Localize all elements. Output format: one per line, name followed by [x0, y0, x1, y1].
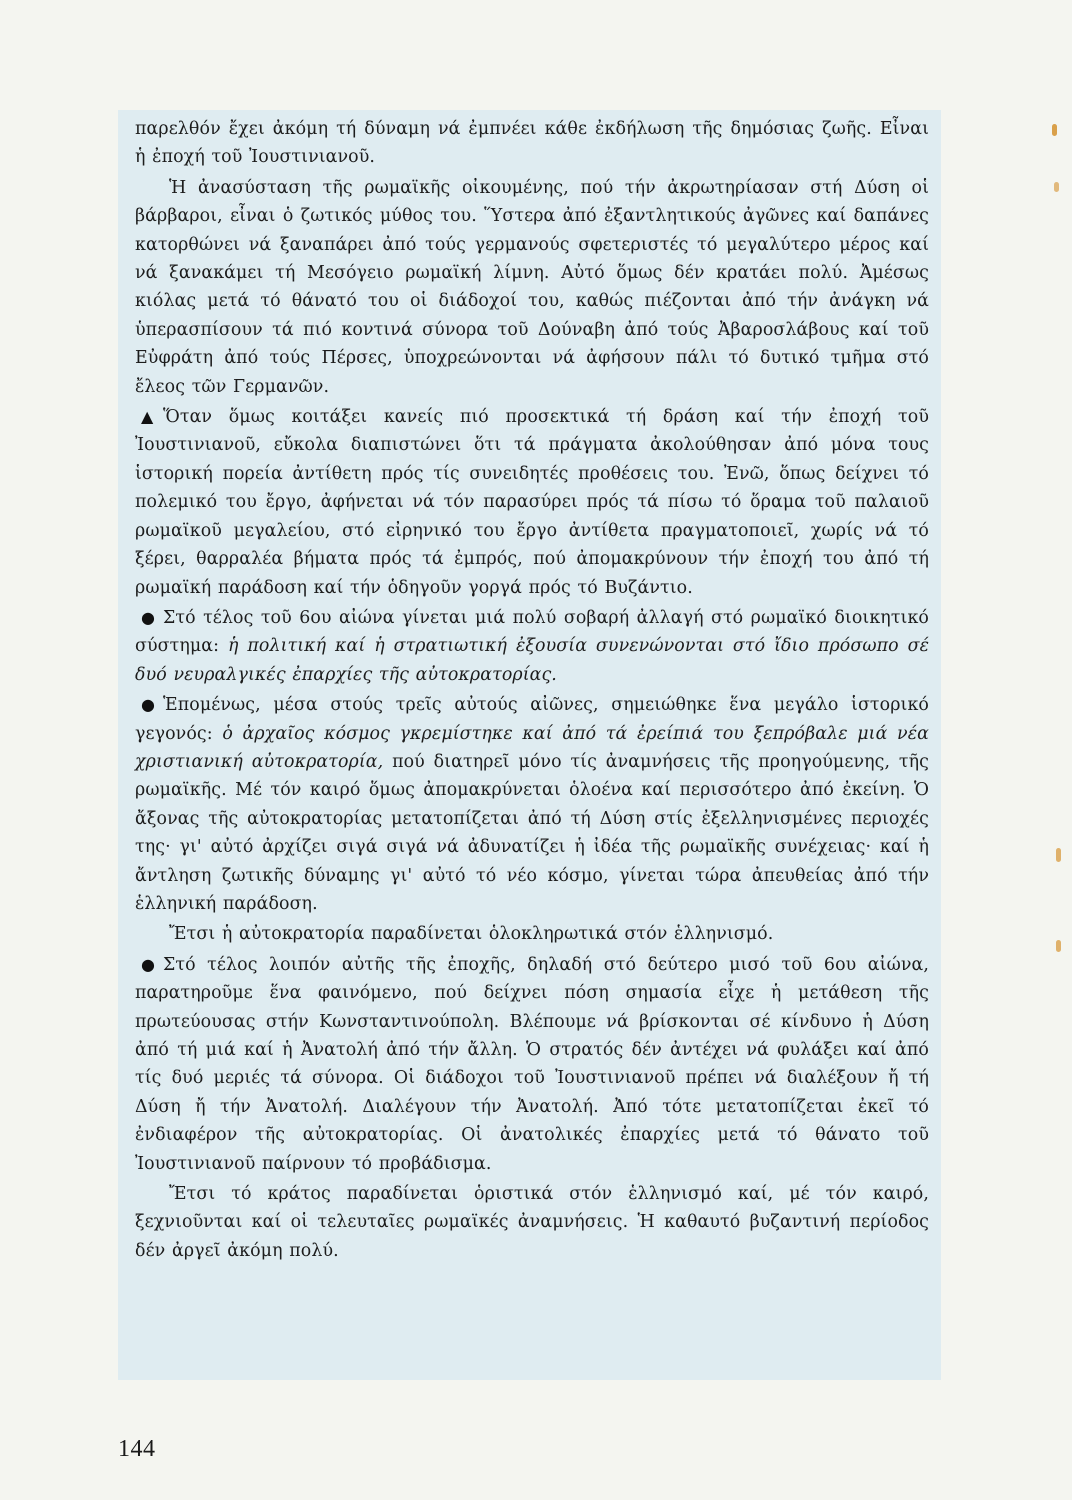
emphasis-text: ἡ πολιτική καί ἡ στρατιωτική ἐξουσία συνενώνονται στό ἴδιο πρόσωπο σέ δυό νευραλγικές ἐπαρχίες τῆς αὐτοκρατορίας. [135, 636, 929, 685]
paragraph-text: Ἑπομένως, μέσα στούς τρεῖς αὐτούς αἰῶνες, σημειώθηκε ἕνα μεγάλο ἱστορικό γεγονός: [135, 695, 929, 744]
page-number: 144 [118, 1436, 156, 1462]
edge-mark [1052, 124, 1057, 136]
triangle-marker-icon: ▲ [141, 407, 154, 427]
paragraph [135, 115, 929, 172]
edge-mark [1054, 182, 1059, 192]
paragraph-text: Στό τέλος λοιπόν αὐτῆς τῆς ἐποχῆς, δηλαδή στό δεύτερο μισό τοῦ 6ου αἰώνα, παρατηροῦμε ἕνα φαινόμενο, πού δείχνει πόση σημασία εἶχε ἡ μετάθεση τῆς πρωτεύουσας στήν Κωνσταντινούπολη. Βλέπουμε νά βρίσκονται σέ κίνδυνο ἡ Δύση ἀπό τή μιά καί ἡ Ἀνατολή ἀπό τήν ἄλλη. Ὁ στρατός δέν ἀντέχει νά φυλάξει καί ἀπό τίς δυό μεριές τά σύνορα. Οἱ διάδοχοι τοῦ Ἰουστινιανοῦ πρέπει νά διαλέξουν ἤ τή Δύση ἤ τήν Ἀνατολή. Διαλέγουν τήν Ἀνατολή. Ἀπό τότε μετατοπίζεται ἐκεῖ τό ἐνδιαφέρον τῆς αὐτοκρατορίας. Οἱ ἀνατολικές ἐπαρχίες μετά τό θάνατο τοῦ Ἰουστινιανοῦ παίρνουν τό προβάδισμα. [135, 954, 929, 1174]
bullet-marker-icon: ● [141, 695, 156, 715]
emphasis-text: ὁ ἀρχαῖος κόσμος γκρεμίστηκε καί ἀπό τά ἐρείπιά του ξεπρόβαλε μιά νέα χριστιανική αὐτοκρατορία, [135, 723, 929, 772]
body-text [135, 115, 929, 1267]
paragraph-text: Ἔτσι ἡ αὐτοκρατορία παραδίνεται ὁλοκληρωτικά στόν ἑλληνισμό. [169, 924, 774, 945]
paragraph [135, 174, 929, 401]
bullet-marker-icon: ● [141, 607, 156, 627]
paragraph-text: πού διατηρεῖ μόνο τίς ἀναμνήσεις τῆς προηγούμενης, τῆς ρωμαϊκῆς. Μέ τόν καιρό ὅμως ἀπομακρύνεται ὁλοένα καί περισσότερο ἀπό ἐκείνη. Ὁ ἄξονας τῆς αὐτοκρατορίας μετατοπίζεται ἀπό τή Δύση στίς ἐξελληνισμένες περιοχές της· γι' αὐτό ἀρχίζει σιγά σιγά νά ἀδυνατίζει ἡ ἰδέα τῆς ρωμαϊκῆς συνέχειας· καί ἡ ἄντληση ζωτικῆς δύναμης γι' αὐτό τό νέο κόσμο, γίνεται τώρα ἀπευθείας ἀπό τήν ἑλληνική παράδοση. [135, 751, 930, 914]
paragraph-text: Ὅταν ὅμως κοιτάξει κανείς πιό προσεκτικά τή δράση καί τήν ἐποχή τοῦ Ἰουστινιανοῦ, εὔκολα διαπιστώνει ὅτι τά πράγματα ἀκολούθησαν ἀπό μόνα τους ἱστορική πορεία ἀντίθετη πρός τίς συνειδητές προθέσεις του. Ἐνῶ, ὅπως δείχνει τό πολεμικό του ἔργο, ἀφήνεται νά τόν παρασύρει πρός τά πίσω τό ὅραμα τοῦ παλαιοῦ ρωμαϊκοῦ μεγαλείου, στό εἰρηνικό του ἔργο ἀντίθετα πραγματοποιεῖ, χωρίς νά τό ξέρει, θαρραλέα βήματα πρός τά ἐμπρός, πού ἀπομακρύνουν τήν ἐποχή του ἀπό τή ρωμαϊκή παράδοση καί τήν ὁδηγοῦν γοργά πρός τό Βυζάντιο. [135, 407, 929, 598]
paragraph [135, 951, 929, 1178]
paragraph-text: Ἔτσι τό κράτος παραδίνεται ὁριστικά στόν ἑλληνισμό καί, μέ τόν καιρό, ξεχνιοῦνται καί οἱ τελευταῖες ρωμαϊκές ἀναμνήσεις. Ἡ καθαυτό βυζαντινή περίοδος δέν ἀργεῖ ἀκόμη πολύ. [135, 1184, 929, 1261]
paragraph-text: παρελθόν ἔχει ἀκόμη τή δύναμη νά ἐμπνέει κάθε ἐκδήλωση τῆς δημόσιας ζωῆς. Εἶναι ἡ ἐποχή τοῦ Ἰουστινιανοῦ. [135, 119, 929, 168]
edge-mark [1056, 940, 1061, 952]
edge-mark [1056, 848, 1061, 862]
paragraph-text: Ἡ ἀνασύσταση τῆς ρωμαϊκῆς οἰκουμένης, πού τήν ἀκρωτηρίασαν στή Δύση οἱ βάρβαροι, εἶναι ὁ ζωτικός μύθος του. Ὕστερα ἀπό ἐξαντλητικούς ἀγῶνες καί δαπάνες κατορθώνει νά ξαναπάρει ἀπό τούς γερμανούς σφετεριστές τό μεγαλύτερο μέρος καί νά ξανακάμει τή Μεσόγειο ρωμαϊκή λίμνη. Αὐτό ὅμως δέν κρατάει πολύ. Ἀμέσως κιόλας μετά τό θάνατό του οἱ διάδοχοί του, καθώς πιέζονται ἀπό τήν ἀνάγκη νά ὑπερασπίσουν τά πιό κοντινά σύνορα τοῦ Δούναβη ἀπό τούς Ἀβαροσλάβους καί τοῦ Εὐφράτη ἀπό τούς Πέρσες, ὑποχρεώνονται νά ἀφήσουν πάλι τό δυτικό τμῆμα στό ἔλεος τῶν Γερμανῶν. [135, 177, 929, 397]
paragraph [135, 920, 929, 948]
paragraph [135, 691, 929, 918]
paragraph [135, 403, 929, 602]
bullet-marker-icon: ● [141, 954, 156, 974]
paragraph-text: Στό τέλος τοῦ 6ου αἰώνα γίνεται μιά πολύ σοβαρή ἀλλαγή στό ρωμαϊκό διοικητικό σύστημα: [135, 607, 929, 657]
paragraph [135, 604, 929, 689]
paragraph [135, 1180, 929, 1265]
